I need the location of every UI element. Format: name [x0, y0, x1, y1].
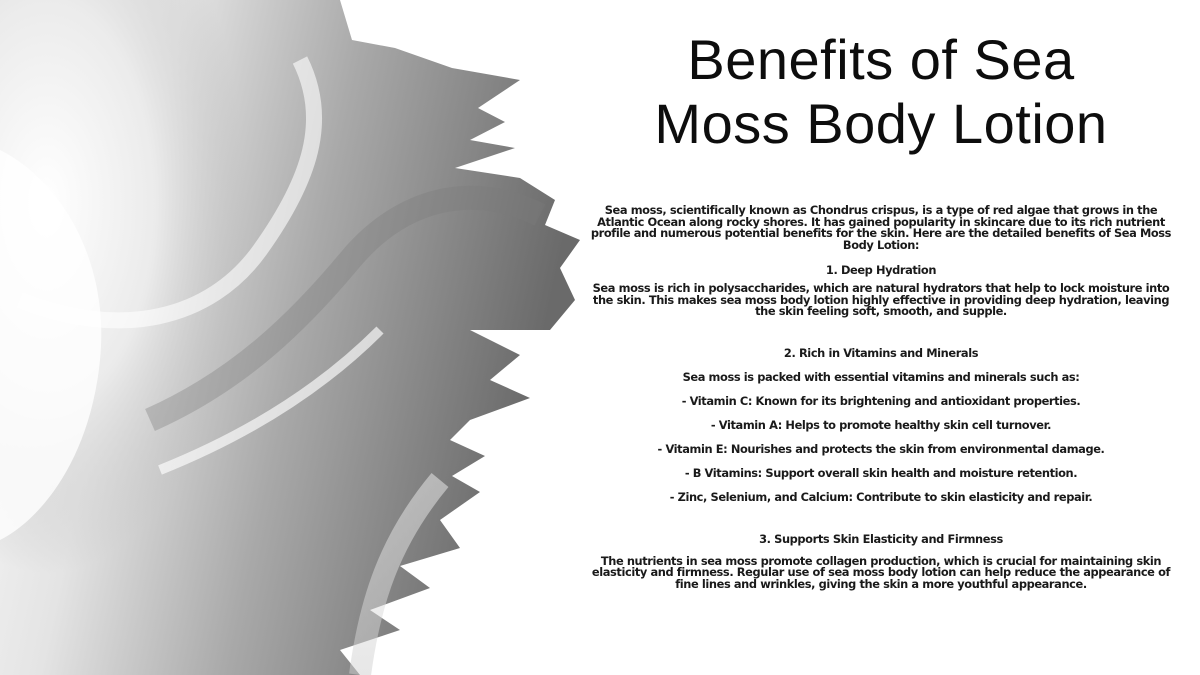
- section-2-heading: 2. Rich in Vitamins and Minerals: [783, 345, 979, 360]
- intro-paragraph: Sea moss, scientifically known as Chondrus crispus, is a type of red algae that grows in the Atlantic Ocean along rocky shores. It has gained popularity in skincare due to its rich nutrient profile and numerous potential benefits for the skin. Here are the detailed benefits of Sea Moss Body Lotion:: [590, 203, 1172, 252]
- title-line-1: Benefits of Sea: [687, 28, 1075, 91]
- list-item-zinc-selenium-calcium: - Zinc, Selenium, and Calcium: Contribute to skin elasticity and repair.: [669, 489, 1093, 504]
- section-1-text: Sea moss is rich in polysaccharides, which are natural hydrators that help to lock moisture into the skin. This makes sea moss body lotion highly effective in providing deep hydration, leaving the skin feeling soft, smooth, and supple.: [592, 281, 1170, 318]
- section-3-heading: 3. Supports Skin Elasticity and Firmness: [759, 531, 1003, 546]
- list-item-vitamin-e: - Vitamin E: Nourishes and protects the skin from environmental damage.: [657, 441, 1105, 456]
- section-2-lead: Sea moss is packed with essential vitamins and minerals such as:: [682, 369, 1080, 384]
- section-1-heading: 1. Deep Hydration: [825, 263, 937, 277]
- list-item-b-vitamins: - B Vitamins: Support overall skin health and moisture retention.: [684, 465, 1078, 480]
- text-column: [582, 0, 1180, 675]
- section-3-text: The nutrients in sea moss promote collagen production, which is crucial for maintaining skin elasticity and firmness. Regular use of sea moss body lotion can help reduce the appearance of fine lines and wrinkles, giving the skin a more youthful appearance.: [591, 553, 1171, 591]
- title-line-2: Moss Body Lotion: [654, 92, 1108, 155]
- page-title: [582, 28, 1180, 156]
- article-body: [582, 205, 1180, 590]
- list-item-vitamin-a: - Vitamin A: Helps to promote healthy skin cell turnover.: [710, 417, 1052, 432]
- list-item-vitamin-c: - Vitamin C: Known for its brightening and antioxidant properties.: [681, 393, 1081, 408]
